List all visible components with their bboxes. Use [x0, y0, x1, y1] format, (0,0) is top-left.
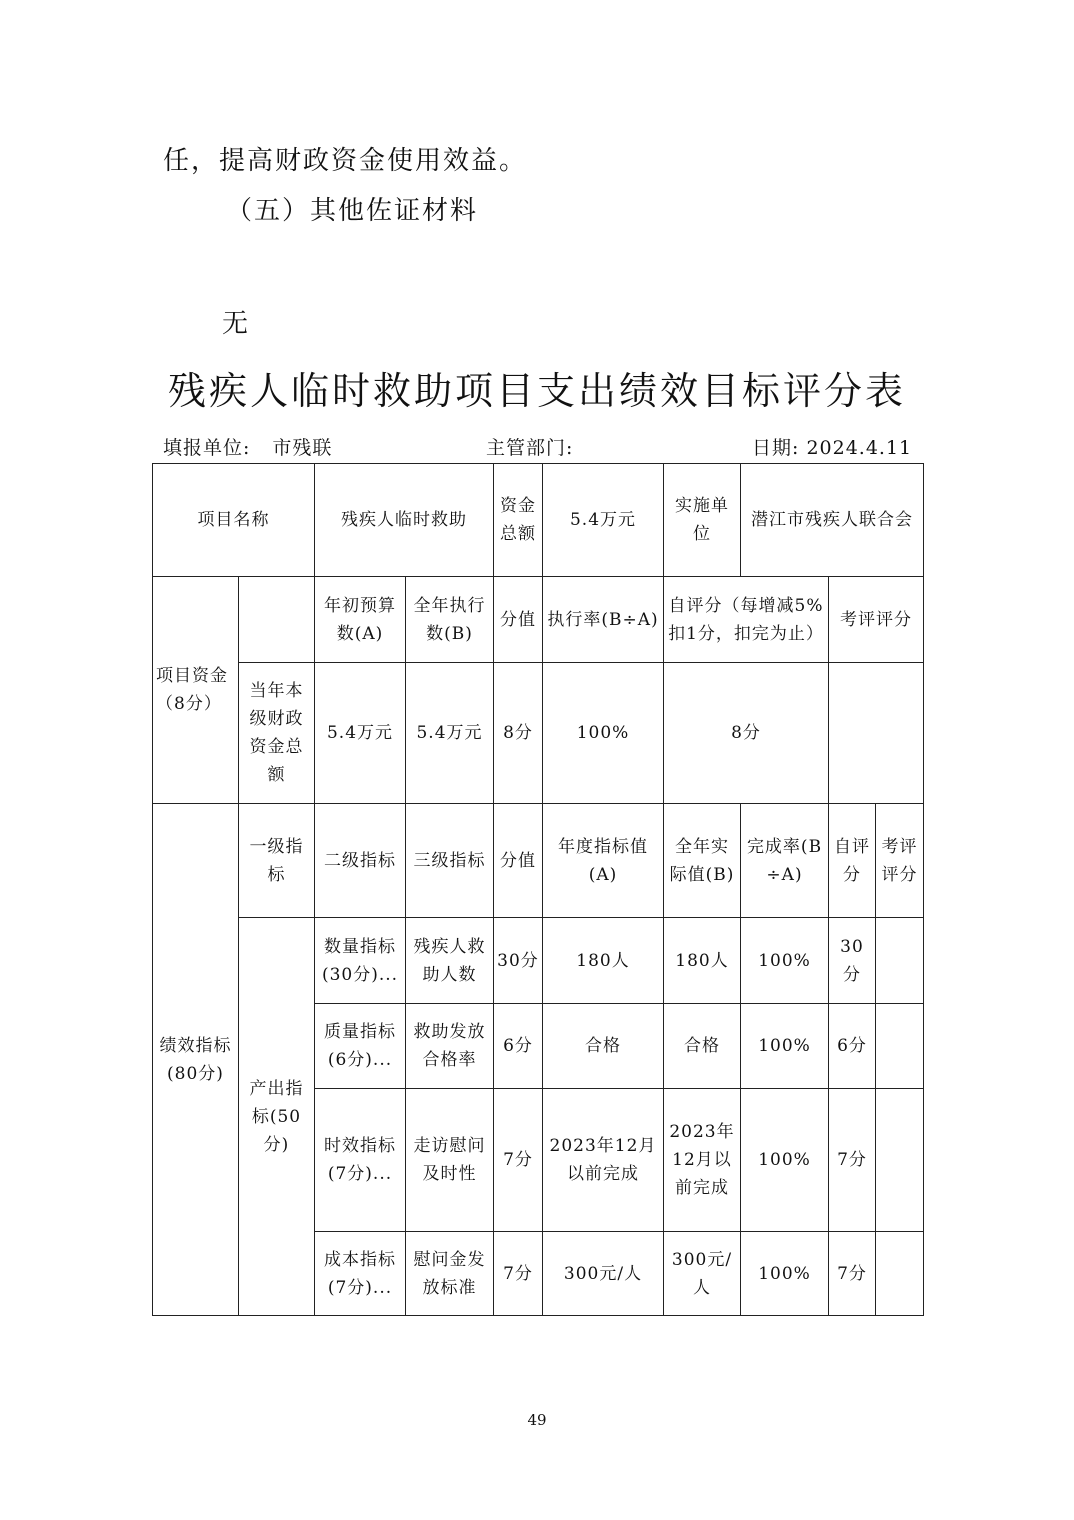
target-cell: 2023年12月以前完成: [543, 1089, 664, 1232]
completion-header: 完成率(B÷A): [741, 804, 829, 918]
project-row: [153, 464, 924, 577]
actual-cell: 2023年12月以前完成: [664, 1089, 741, 1232]
level3-cell: 慰问金发放标准: [406, 1232, 494, 1316]
self-cell: 30分: [829, 918, 876, 1004]
impl-unit-label: 实施单位: [664, 464, 741, 577]
perf-score-header: 分值: [494, 804, 543, 918]
level3-cell: 走访慰问及时性: [406, 1089, 494, 1232]
output-indicator-label: 产出指标(50分): [239, 918, 315, 1316]
level2-cell: 数量指标(30分)...: [315, 918, 406, 1004]
table-title: 残疾人临时救助项目支出绩效目标评分表: [167, 369, 906, 413]
level3-cell: 残疾人救助人数: [406, 918, 494, 1004]
score-value: 8分: [494, 663, 543, 804]
score-cell: 30分: [494, 918, 543, 1004]
fund-total: 5.4万元: [543, 464, 664, 577]
reporting-unit-value: 市残联: [272, 437, 333, 459]
score-cell: 6分: [494, 1004, 543, 1089]
target-header: 年度指标值(A): [543, 804, 664, 918]
target-cell: 300元/人: [543, 1232, 664, 1316]
fund-header-row: [153, 577, 924, 663]
fund-total-label: 资金总额: [494, 464, 543, 577]
score-cell: 7分: [494, 1232, 543, 1316]
score-cell: 7分: [494, 1089, 543, 1232]
review-cell: [876, 1089, 924, 1232]
self-cell: 7分: [829, 1089, 876, 1232]
body-text-line: 任，提高财政资金使用效益。: [163, 146, 528, 176]
completion-cell: 100%: [741, 1004, 829, 1089]
target-cell: 合格: [543, 1004, 664, 1089]
perf-header-row: [153, 804, 924, 918]
exec-rate-header: 执行率(B÷A): [543, 577, 664, 663]
page-number: 49: [527, 1411, 547, 1429]
impl-unit: 潜江市残疾人联合会: [741, 464, 924, 577]
level2-header: 二级指标: [315, 804, 406, 918]
actual-cell: 180人: [664, 918, 741, 1004]
actual-header: 全年实际值(B): [664, 804, 741, 918]
score-header: 分值: [494, 577, 543, 663]
department-label: 主管部门:: [486, 437, 574, 459]
completion-cell: 100%: [741, 918, 829, 1004]
review-value: [829, 663, 924, 804]
reporting-unit-label: 填报单位:: [163, 437, 251, 459]
self-cell: 6分: [829, 1004, 876, 1089]
fund-section-label: 项目资金（8分）: [153, 577, 239, 804]
score-table: [152, 463, 924, 1316]
review-cell: [876, 1004, 924, 1089]
empty-cell: [239, 577, 315, 663]
perf-review-header: 考评评分: [876, 804, 924, 918]
reporting-unit: [163, 433, 332, 460]
level2-cell: 时效指标(7分)...: [315, 1089, 406, 1232]
self-header: 自评分: [829, 804, 876, 918]
exec-rate-value: 100%: [543, 663, 664, 804]
level3-cell: 救助发放合格率: [406, 1004, 494, 1089]
project-name-label: 项目名称: [153, 464, 315, 577]
project-name: 残疾人临时救助: [315, 464, 494, 577]
actual-cell: 300元/人: [664, 1232, 741, 1316]
review-header: 考评评分: [829, 577, 924, 663]
self-cell: 7分: [829, 1232, 876, 1316]
fund-row-label: 当年本级财政资金总额: [239, 663, 315, 804]
level3-header: 三级指标: [406, 804, 494, 918]
budget-value: 5.4万元: [315, 663, 406, 804]
review-cell: [876, 918, 924, 1004]
level2-cell: 质量指标(6分)...: [315, 1004, 406, 1089]
target-cell: 180人: [543, 918, 664, 1004]
actual-cell: 合格: [664, 1004, 741, 1089]
level2-cell: 成本指标(7分)...: [315, 1232, 406, 1316]
level1-header: 一级指标: [239, 804, 315, 918]
date-label: 日期: 2024.4.11: [752, 437, 913, 459]
self-score-header: 自评分（每增减5%扣1分，扣完为止）: [664, 577, 829, 663]
completion-cell: 100%: [741, 1232, 829, 1316]
none-text: 无: [222, 309, 249, 339]
section-heading: （五）其他佐证材料: [226, 196, 479, 226]
budget-header: 年初预算数(A): [315, 577, 406, 663]
executed-value: 5.4万元: [406, 663, 494, 804]
perf-section-label: 绩效指标(80分): [153, 804, 239, 1316]
self-score-value: 8分: [664, 663, 829, 804]
fund-data-row: [153, 663, 924, 804]
completion-cell: 100%: [741, 1089, 829, 1232]
review-cell: [876, 1232, 924, 1316]
executed-header: 全年执行数(B): [406, 577, 494, 663]
table-row: [153, 918, 924, 1004]
